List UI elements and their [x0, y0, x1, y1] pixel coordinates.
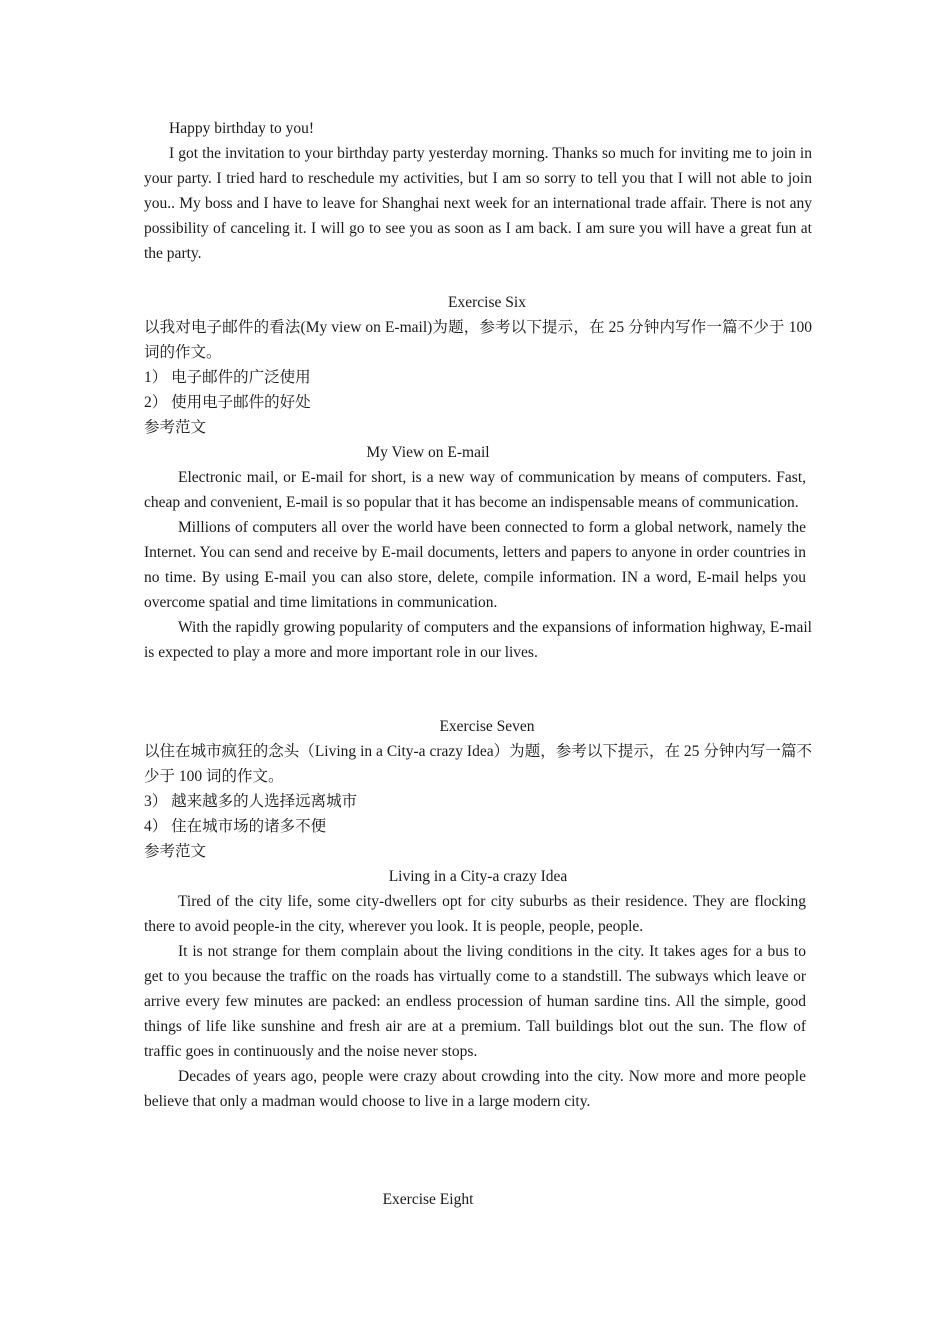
- exercise-six-section: [144, 290, 812, 665]
- letter-body: I got the invitation to your birthday party yesterday morning. Thanks so much for inviting me to join in your party. I tried hard to reschedule my activities, but I am so sorry to tell you that I will not able to join you.. My boss and I have to leave for Shanghai next week for an international trade affair. There is not any possibility of canceling it. I will go to see you as soon as I am back. I am sure you will have a great fun at the party.: [144, 145, 812, 262]
- exercise-eight-section: [144, 1187, 812, 1212]
- letter-greeting: Happy birthday to you!: [169, 120, 315, 137]
- exercise-seven-paragraph-2: It is not strange for them complain about the living conditions in the city. It takes ages for a bus to get to you because the traffic on the roads has virtually come to a standstill. The subways which leave or arrive every few minutes are packed: an endless procession of human sardine tins. All the simple, good things of life like sunshine and fresh air are at a premium. Tall buildings blot out the sun. The flow of traffic goes in continuously and the noise never stops.: [144, 943, 806, 1060]
- exercise-six-hint-1: 1） 电子邮件的广泛使用: [144, 369, 311, 386]
- exercise-six-paragraph-1: Electronic mail, or E-mail for short, is a new way of communication by means of computers. Fast, cheap and convenient, E-mail is so popular that it has become an indispensable means of communication.: [144, 469, 806, 511]
- exercise-seven-essay-title: Living in a City-a crazy Idea: [388, 868, 568, 885]
- exercise-seven-heading: Exercise Seven: [439, 718, 535, 735]
- exercise-six-heading: Exercise Six: [448, 294, 526, 311]
- exercise-seven-hint-2: 4） 住在城市场的诸多不便: [144, 818, 327, 835]
- exercise-seven-hint-1: 3） 越来越多的人选择远离城市: [144, 793, 358, 810]
- exercise-six-sample-label: 参考范文: [144, 419, 207, 436]
- exercise-seven-paragraph-1: Tired of the city life, some city-dwellers opt for city suburbs as their residence. They are flocking there to avoid people-in the city, wherever you look. It is people, people, people.: [144, 893, 806, 935]
- exercise-seven-prompt: 以住在城市疯狂的念头（Living in a City-a crazy Idea）为题，参考以下提示，在 25 分钟内写一篇不少于 100 词的作文。: [144, 743, 812, 785]
- exercise-seven-sample-label: 参考范文: [144, 843, 207, 860]
- exercise-seven-paragraph-3: Decades of years ago, people were crazy about crowding into the city. Now more and more people believe that only a madman would choose to live in a large modern city.: [144, 1068, 806, 1110]
- exercise-six-hint-2: 2） 使用电子邮件的好处: [144, 394, 311, 411]
- exercise-eight-heading: Exercise Eight: [382, 1191, 474, 1208]
- exercise-six-prompt: 以我对电子邮件的看法(My view on E-mail)为题，参考以下提示，在 25 分钟内写作一篇不少于 100 词的作文。: [144, 319, 812, 361]
- exercise-six-paragraph-2: Millions of computers all over the world have been connected to form a global network, namely the Internet. You can send and receive by E-mail documents, letters and papers to anyone in order countries in no time. By using E-mail you can also store, delete, compile information. IN a word, E-mail helps you overcome spatial and time limitations in communication.: [144, 519, 806, 611]
- letter-section: [144, 116, 812, 266]
- exercise-six-essay-title: My View on E-mail: [366, 444, 490, 461]
- exercise-six-paragraph-3: With the rapidly growing popularity of computers and the expansions of information highway, E-mail is expected to play a more and more important role in our lives.: [144, 619, 812, 661]
- exercise-seven-section: [144, 714, 812, 1114]
